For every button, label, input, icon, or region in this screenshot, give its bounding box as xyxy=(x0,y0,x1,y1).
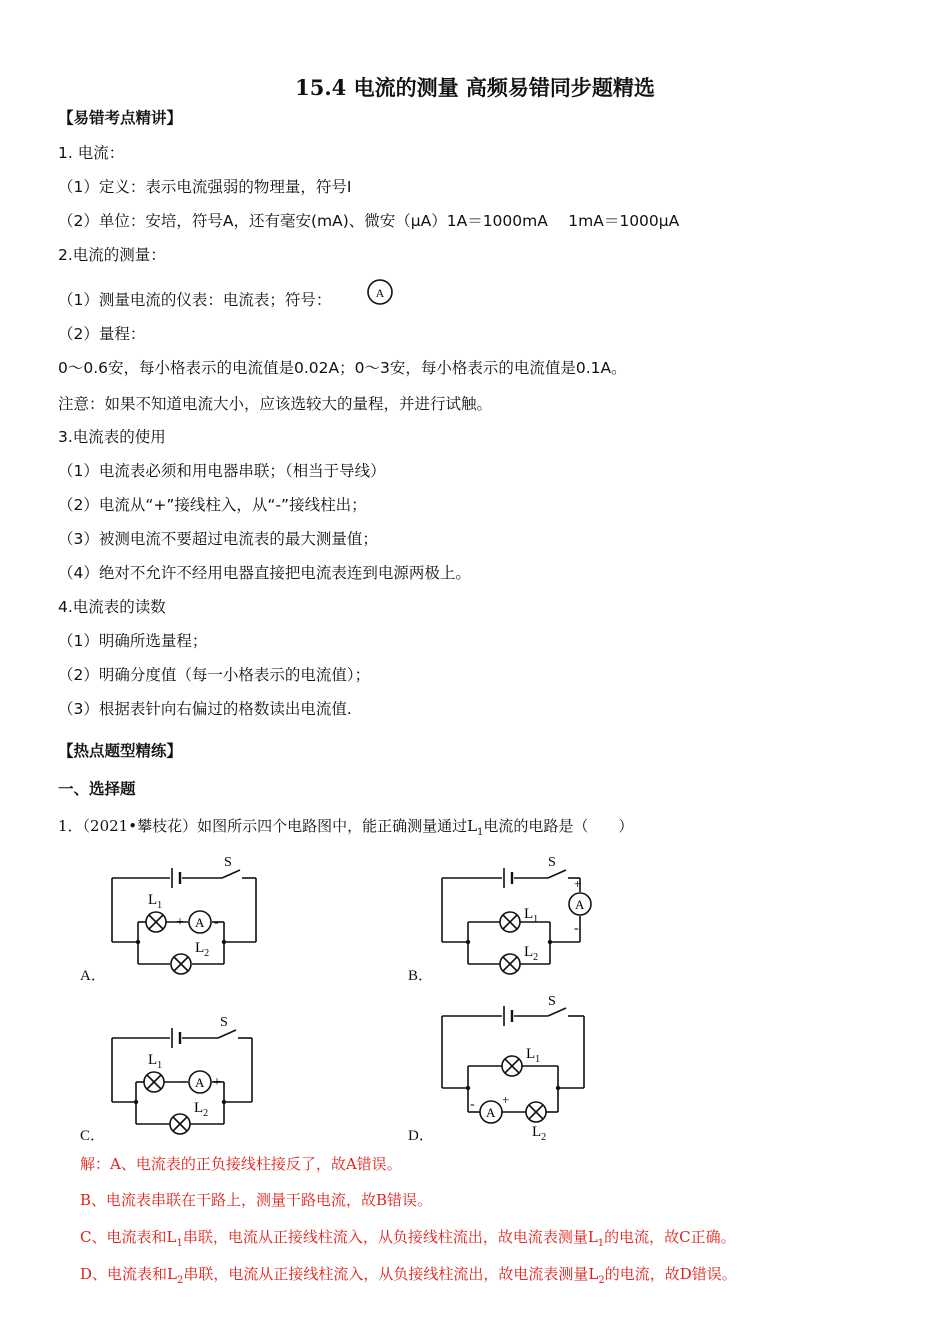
svg-text:+: + xyxy=(502,1092,510,1107)
svg-text:+: + xyxy=(213,1075,221,1090)
line-definition: （1）定义：表示电流强弱的物理量，符号I xyxy=(58,178,352,196)
svg-text:S: S xyxy=(224,855,232,870)
ammeter-symbol-icon xyxy=(366,278,394,306)
svg-text:L1: $L_1$ xyxy=(148,892,163,911)
solution-line-b: B、电流表串联在干路上，测量干路电流，故B错误。 xyxy=(80,1191,433,1209)
line-unit: （2）单位：安培，符号A，还有毫安(mA)、微安（μA）1A＝1000mA 1mA＝1000μA xyxy=(58,212,680,230)
circuit-a-diagram xyxy=(100,852,270,982)
svg-text:L2: $L_2$ xyxy=(194,1100,209,1119)
svg-text:-: - xyxy=(574,921,579,936)
svg-text:L2: $L_2$ xyxy=(195,940,210,959)
svg-text:S: S xyxy=(548,994,556,1009)
line-range-values: 0～0.6安，每小格表示的电流值是0.02A；0～3安，每小格表示的电流值是0.1A。 xyxy=(58,359,627,377)
line-reading: 4.电流表的读数 xyxy=(58,598,166,616)
ammeter-symbol-label: A xyxy=(375,286,385,300)
svg-text:S: S xyxy=(548,855,556,870)
circuit-c-diagram xyxy=(100,1012,270,1142)
section-choice: 一、选择题 xyxy=(58,780,136,798)
option-a-label: A． xyxy=(80,968,106,984)
option-d-label: D． xyxy=(408,1128,434,1144)
svg-text:S: S xyxy=(220,1015,228,1030)
solution-line-c: C、电流表和$L_1$串联，电流从正接线柱流入，从负接线柱流出，故电流表测量$L_1$的电流，故C正确。 xyxy=(80,1228,736,1249)
line-reading-1: （1）明确所选量程； xyxy=(58,632,208,650)
svg-text:L1: $L_1$ xyxy=(148,1052,163,1071)
instrument-text: （1）测量电流的仪表：电流表；符号： xyxy=(58,291,332,309)
svg-text:A: A xyxy=(575,897,585,912)
svg-text:+: + xyxy=(574,876,582,891)
section-practice: 【热点题型精练】 xyxy=(58,742,183,760)
solution-line-d: D、电流表和$L_2$串联，电流从正接线柱流入，从负接线柱流出，故电流表测量$L_2$的电流，故D错误。 xyxy=(80,1265,737,1286)
line-range: （2）量程： xyxy=(58,325,146,343)
line-usage-1: （1）电流表必须和用电器串联；（相当于导线） xyxy=(58,462,386,480)
line-note: 注意：如果不知道电流大小，应该选较大的量程，并进行试触。 xyxy=(58,395,493,413)
circuit-d-diagram xyxy=(430,994,605,1142)
line-current: 1. 电流： xyxy=(58,144,125,162)
question-1: 1．（2021•攀枝花）如图所示四个电路图中，能正确测量通过$L_1$电流的电路是（ ） xyxy=(58,817,634,838)
line-measurement: 2.电流的测量： xyxy=(58,246,166,264)
line-instrument xyxy=(58,290,331,310)
line-usage: 3.电流表的使用 xyxy=(58,428,166,446)
line-reading-3: （3）根据表针向右偏过的格数读出电流值. xyxy=(58,700,352,718)
svg-text:A: A xyxy=(486,1105,496,1120)
line-usage-4: （4）绝对不允许不经用电器直接把电流表连到电源两极上。 xyxy=(58,564,471,582)
option-b-label: B． xyxy=(408,968,434,984)
svg-text:-: - xyxy=(470,1097,475,1112)
svg-text:A: A xyxy=(195,1075,205,1090)
line-usage-3: （3）被测电流不要超过电流表的最大测量值； xyxy=(58,530,378,548)
line-usage-2: （2）电流从“+”接线柱入，从“-”接线柱出； xyxy=(58,496,367,514)
svg-text:L2: $L_2$ xyxy=(524,944,539,963)
solution-line-a: 解：A、电流表的正负接线柱接反了，故A错误。 xyxy=(80,1155,402,1173)
page-title: 15.4 电流的测量 高频易错同步题精选 xyxy=(295,75,655,100)
svg-text:+: + xyxy=(176,915,184,930)
svg-text:-: - xyxy=(180,1074,185,1089)
svg-text:L1: $L_1$ xyxy=(526,1046,541,1065)
svg-text:L1: $L_1$ xyxy=(524,906,539,925)
svg-text:L2: $L_2$ xyxy=(532,1124,547,1142)
circuit-b-diagram xyxy=(430,852,605,982)
line-reading-2: （2）明确分度值（每一小格表示的电流值）； xyxy=(58,666,371,684)
section-key-points: 【易错考点精讲】 xyxy=(58,109,183,127)
option-c-label: C． xyxy=(80,1128,106,1144)
svg-text:A: A xyxy=(195,915,205,930)
svg-text:-: - xyxy=(214,915,219,930)
